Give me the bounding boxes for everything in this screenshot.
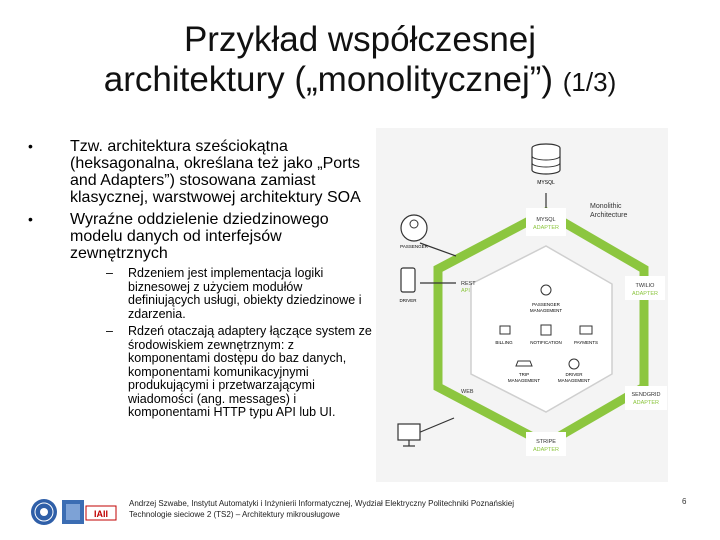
university-logo	[30, 497, 58, 527]
mysql-label: MYSQL	[537, 180, 555, 186]
monolithic-label-2: Architecture	[590, 212, 628, 219]
monolithic-architecture-diagram	[376, 128, 668, 482]
passenger-management-label-1: PASSENGER	[532, 302, 560, 307]
page-number: 6	[682, 497, 687, 506]
sub-bullet-item	[106, 325, 373, 420]
web-ui-label-2: UI	[461, 396, 467, 402]
bullet-text: Wyraźne oddzielenie dziedzinowego modelu danych od interfejsów zewnętrznych	[70, 211, 329, 262]
payments-label: PAYMENTS	[573, 340, 599, 345]
driver-management-label-2: MANAGEMENT	[557, 378, 591, 383]
twilio-label-2: ADAPTER	[632, 291, 658, 297]
bullet-item	[28, 138, 373, 206]
rest-api-label-1: REST	[461, 281, 476, 287]
bullet-text: Tzw. architektura sześciokątna (heksagonalna, określana też jako „Ports and Adapters”) stosowana zamiast klasycznej, warstwowej architektury SOA	[70, 138, 361, 206]
sendgrid-label-1: SENDGRID	[631, 392, 661, 398]
bullet-marker: •	[28, 211, 33, 227]
notification-label: NOTIFICATION	[530, 340, 562, 345]
institute-logo	[62, 496, 117, 528]
twilio-label-1: TWILIO	[635, 283, 655, 289]
mysql-database-icon	[532, 144, 560, 174]
mysql-adapter-label-1: MYSQL	[536, 217, 556, 223]
title-page-indicator: (1/3)	[562, 67, 617, 97]
sendgrid-adapter-box	[625, 386, 667, 410]
bullet-marker: •	[28, 138, 33, 154]
stripe-label-1: STRIPE	[536, 439, 556, 445]
mysql-adapter-label-2: ADAPTER	[533, 225, 559, 231]
stripe-label-2: ADAPTER	[533, 447, 559, 453]
footer-author: Andrzej Szwabe, Instytut Automatyki i Inżynierii Informatycznej, Wydział Elektryczny Politechniki Poznańskiej	[129, 499, 514, 508]
bullet-item	[28, 211, 373, 262]
title-line-1: Przykład współczesnej	[183, 20, 537, 59]
billing-label: BILLING	[495, 340, 513, 345]
passenger-management-label-2: MANAGEMENT	[529, 308, 563, 313]
web-ui-label-1: WEB	[461, 389, 474, 395]
slide-title	[20, 20, 700, 102]
footer-course: Technologie sieciowe 2 (TS2) – Architektury mikrousługowe	[129, 510, 340, 519]
bullet-list	[28, 138, 373, 424]
rest-api-label-2: API	[461, 288, 470, 294]
trip-management-label-2: MANAGEMENT	[507, 378, 541, 383]
passenger-label: PASSENGER	[400, 244, 428, 249]
title-line-2-main: architektury („monolitycznej”)	[103, 60, 554, 99]
title-line-2	[20, 60, 700, 102]
dash-marker: –	[106, 324, 113, 338]
sendgrid-label-2: ADAPTER	[633, 400, 659, 406]
trip-management-label-1: TRIP	[518, 372, 530, 377]
sub-bullet-text: Rdzeń otaczają adaptery łączące system ze środowiskiem zewnętrznym: z komponentami dostępu do baz danych, komponentami komunikacyjnymi produkującymi i przetwarzającymi wiadomości (ang. messages) i komponentami HTTP typu API lub UI.	[128, 324, 372, 419]
footer	[129, 498, 514, 520]
sub-bullet-text: Rdzeniem jest implementacja logiki biznesowej z użyciem modułów definiujących usługi, obiekty dziedzinowe i zdarzenia.	[128, 266, 362, 321]
monolithic-label-1: Monolithic	[590, 203, 622, 210]
institute-logo-text: IAII	[93, 509, 109, 519]
driver-management-label-1: DRIVER	[565, 372, 583, 377]
sub-bullet-item	[106, 267, 373, 321]
driver-phone-icon	[401, 268, 415, 292]
driver-label: DRIVER	[399, 298, 417, 303]
monitor-icon	[398, 424, 420, 440]
dash-marker: –	[106, 266, 113, 280]
